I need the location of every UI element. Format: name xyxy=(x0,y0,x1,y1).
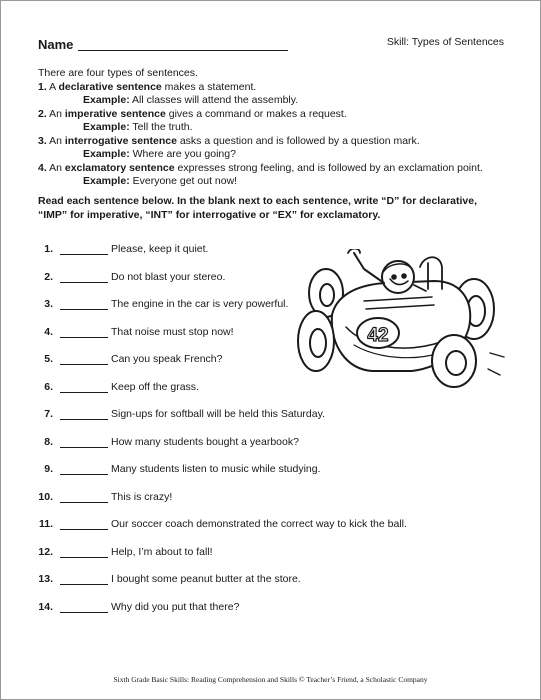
type-imperative xyxy=(38,108,508,122)
answer-blank[interactable] xyxy=(60,254,108,255)
type-exclamatory xyxy=(38,162,508,176)
type-interrogative xyxy=(38,135,508,149)
question-text: Why did you put that there? xyxy=(111,600,240,613)
example-exclamatory xyxy=(38,175,508,189)
example-label: Example: xyxy=(83,148,130,160)
question-text: Help, I’m about to fall! xyxy=(111,545,213,558)
question-number: 6. xyxy=(44,380,53,393)
type-definition: makes a statement. xyxy=(161,80,257,93)
answer-blank[interactable] xyxy=(60,557,108,558)
example-declarative xyxy=(38,94,508,108)
type-declarative xyxy=(38,81,508,95)
instructions-line: Read each sentence below. In the blank next to each sentence, write “D” for declarative, xyxy=(38,195,478,207)
question-number: 13. xyxy=(38,573,53,585)
question-number: 11. xyxy=(38,518,53,530)
answer-blank[interactable] xyxy=(60,392,108,393)
answer-blank[interactable] xyxy=(60,474,108,475)
example-label: Example: xyxy=(83,121,130,133)
question-number: 1. xyxy=(44,243,53,255)
race-car-illustration xyxy=(294,249,506,391)
instructions-line: “IMP” for imperative, “INT” for interrogative or “EX” for exclamatory. xyxy=(38,208,381,221)
example-label: Example: xyxy=(83,175,130,187)
question-number: 4. xyxy=(44,325,53,338)
answer-blank[interactable] xyxy=(60,419,108,420)
type-number: 1. xyxy=(38,80,47,93)
type-pre: A xyxy=(49,80,59,93)
example-text: Tell the truth. xyxy=(129,121,193,133)
answer-blank[interactable] xyxy=(60,612,108,613)
question-text: Our soccer coach demonstrated the correct way to kick the ball. xyxy=(111,518,407,530)
type-term: interrogative sentence xyxy=(64,134,177,147)
type-number: 2. xyxy=(38,107,47,120)
answer-blank[interactable] xyxy=(60,529,108,530)
type-pre: An xyxy=(49,134,65,147)
question-text: How many students bought a yearbook? xyxy=(111,435,299,448)
question-number: 3. xyxy=(44,298,53,310)
question-text: I bought some peanut butter at the store. xyxy=(111,573,301,585)
example-label: Example: xyxy=(83,94,130,106)
footer-credit: Sixth Grade Basic Skills: Reading Comprehension and Skills © Teacher’s Friend, a Scholastic Company xyxy=(113,675,428,684)
question-text: Many students listen to music while studying. xyxy=(111,463,321,475)
name-label: Name xyxy=(38,37,74,52)
question-text: Do not blast your stereo. xyxy=(111,270,226,283)
type-definition: expresses strong feeling, and is followed by an exclamation point. xyxy=(174,161,483,174)
question-text: That noise must stop now! xyxy=(111,325,234,338)
question-number: 5. xyxy=(44,353,53,365)
question-number: 2. xyxy=(44,270,53,283)
intro-section xyxy=(38,67,508,189)
question-text: The engine in the car is very powerful. xyxy=(111,298,289,310)
type-term: declarative sentence xyxy=(58,80,162,93)
answer-blank[interactable] xyxy=(60,282,108,283)
answer-blank[interactable] xyxy=(60,364,108,365)
example-text: Where are you going? xyxy=(129,148,236,160)
type-number: 4. xyxy=(38,161,47,174)
instructions xyxy=(38,195,508,222)
answer-blank[interactable] xyxy=(60,584,108,585)
answer-blank[interactable] xyxy=(60,447,108,448)
answer-blank[interactable] xyxy=(60,309,108,310)
example-text: All classes will attend the assembly. xyxy=(129,94,299,106)
skill-title: Skill: Types of Sentences xyxy=(386,36,504,48)
question-number: 12. xyxy=(38,545,53,558)
question-number: 9. xyxy=(44,463,53,475)
type-pre: An xyxy=(49,107,65,120)
example-text: Everyone get out now! xyxy=(129,175,238,187)
example-imperative xyxy=(38,121,508,135)
type-definition: gives a command or makes a request. xyxy=(165,107,347,120)
question-number: 8. xyxy=(44,435,53,448)
answer-blank[interactable] xyxy=(60,502,108,503)
worksheet-header xyxy=(38,36,508,56)
type-number: 3. xyxy=(38,134,47,147)
name-blank[interactable] xyxy=(78,50,288,51)
question-number: 10. xyxy=(38,490,53,503)
answer-blank[interactable] xyxy=(60,337,108,338)
question-number: 7. xyxy=(44,408,53,420)
car-number: 42 xyxy=(367,325,389,346)
question-text: Please, keep it quiet. xyxy=(111,243,209,255)
intro-opening: There are four types of sentences. xyxy=(38,67,198,79)
type-term: imperative sentence xyxy=(64,107,166,120)
example-interrogative xyxy=(38,148,508,162)
question-text: Sign-ups for softball will be held this Saturday. xyxy=(111,408,325,420)
type-definition: asks a question and is followed by a question mark. xyxy=(176,134,420,147)
question-text: Keep off the grass. xyxy=(111,380,199,393)
type-term: exclamatory sentence xyxy=(64,161,175,174)
question-text: Can you speak French? xyxy=(111,353,223,365)
question-number: 14. xyxy=(38,600,53,613)
question-text: This is crazy! xyxy=(111,490,173,503)
type-pre: An xyxy=(49,161,65,174)
